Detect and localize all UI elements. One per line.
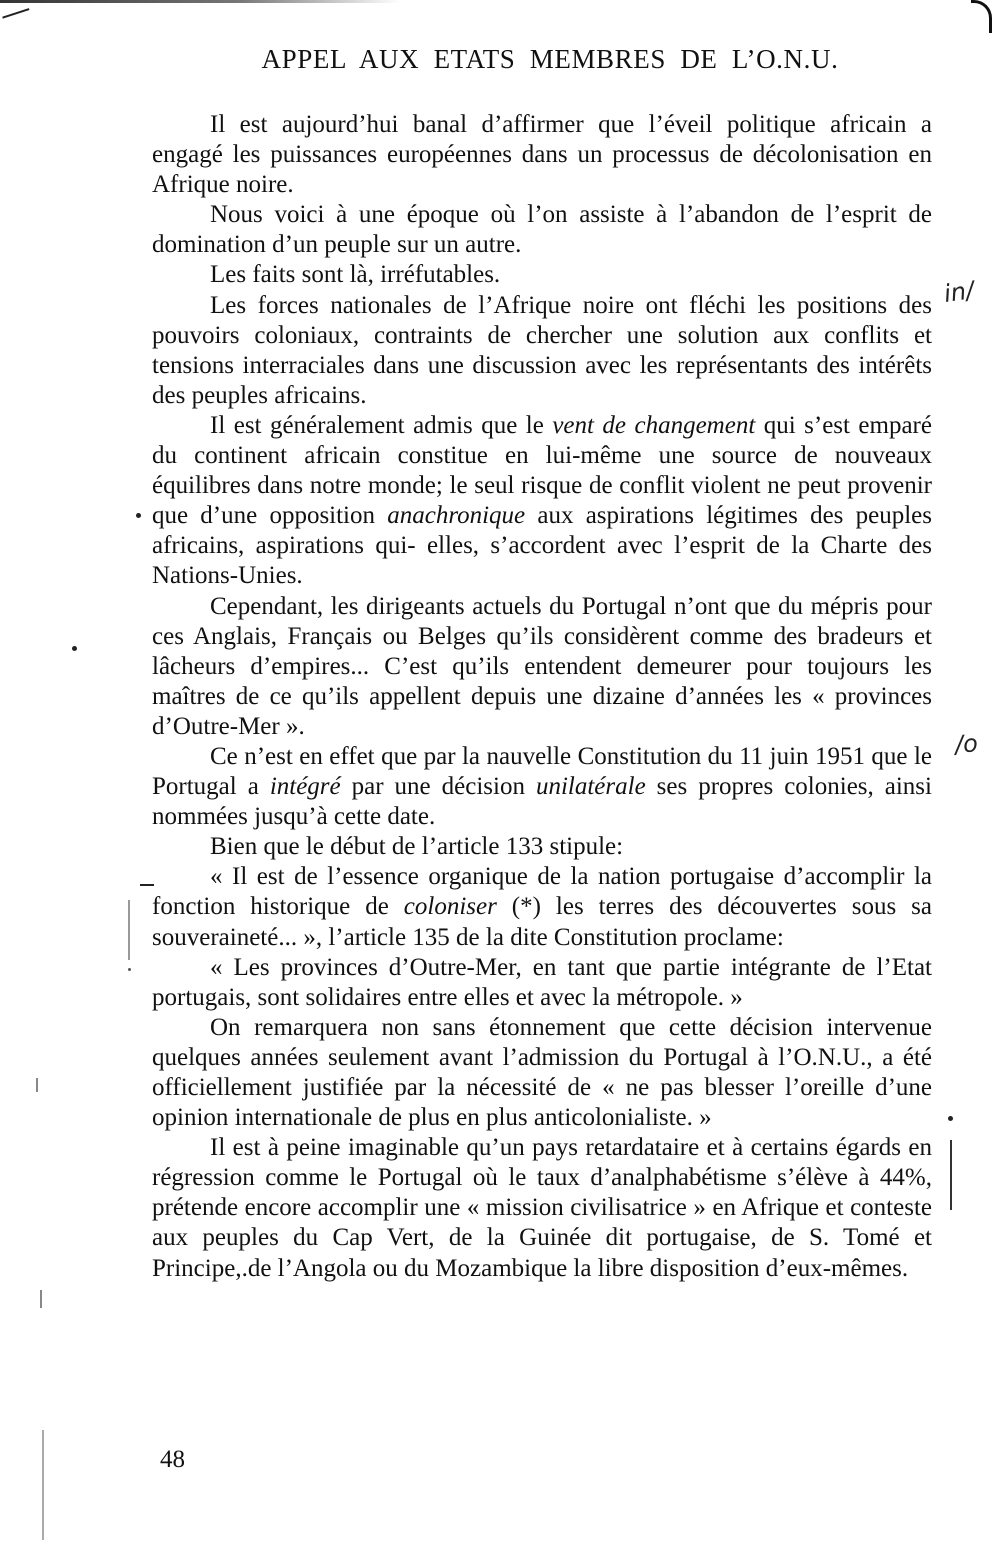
margin-annotation-handwritten: in/ [942,276,976,308]
paragraph-5-part-2: qui s’est emparé du continent africain constitue en lui-même une source de nouveaux équilibres dans notre monde; le seul risque de conflit violent ne peut provenir que d’une opposition [152,411,932,530]
paragraph-9-part-1: « Il est de l’essence organique de la nation portugaise d’accomplir la fonction historique de [152,863,932,921]
margin-bar-mark [950,1140,952,1210]
margin-bar-mark [128,900,130,960]
scan-edge-top [0,0,400,3]
margin-bar-mark [40,1290,42,1308]
paragraph-11: On remarquera non sans étonnement que cette décision intervenue quelques années seulement avant l’admission du Portugal à l’O.N.U., a été officiellement justifiée par la nécessité de « ne pas blesser l’oreille d’une opinion internationale de plus en plus anticolonialiste. » [152,1013,932,1132]
paragraph-7-part-3: ses propres colonies, ainsi nommées jusqu’à cette date. [152,773,932,831]
paragraph-6: Cependant, les dirigeants actuels du Portugal n’ont que du mépris pour ces Anglais, Français ou Belges qu’ils considèrent comme des bradeurs et lâcheurs d’empires... C’est qu’ils entendent demeurer pour toujours les maîtres de ce qu’ils appellent depuis une dizaine d’années les « provinces d’Outre-Mer ». [152,592,932,740]
margin-dot-mark [948,1116,953,1121]
paragraph-4: Les forces nationales de l’Afrique noire ont fléchi les positions des pouvoirs coloniaux, contraints de chercher une solution aux conflits et tensions interraciales dans une discussion avec les représentants des intérêts des peuples africains. [152,291,932,409]
paragraph-12: Il est à peine imaginable qu’un pays retardataire et à certains égards en régression comme le Portugal où le taux d’analphabétisme s’élève à 44%, prétende encore accomplir une « mission civilisatrice » en Afrique et conteste aux peuples du Cap Vert, de la Guinée dit portugaise, de S. Tomé et Principe,.de l’Angola ou du Mozambique la libre disposition d’eux-mêmes. [152,1134,932,1282]
page-number: 48 [160,1446,185,1473]
page-corner-top-right [971,0,992,33]
margin-dash-mark [140,884,154,886]
running-head: APPEL AUX ETATS MEMBRES DE L’O.N.U. [261,44,839,74]
paragraph-5-part-3: aux aspirations légitimes des peuples africains, aspirations qui- elles, s’accordent avec l’esprit de la Charte des Nations-Unies. [152,502,932,590]
scan-edge-left-strip [42,1430,44,1540]
margin-bar-mark [36,1078,38,1092]
paragraph-9 [152,862,932,952]
paragraph-5-italic-2: anachronique [387,502,526,530]
paragraph-7-part-1: Ce n’est en effet que par la nauvelle Constitution du 11 juin 1951 que le Portugal a [152,742,932,801]
paragraph-5-part-1: Il est généralement admis que le [210,411,553,439]
paragraph-9-italic-1: coloniser [403,893,497,921]
scan-speck [128,968,131,971]
paragraph-5 [152,411,932,592]
margin-annotation-handwritten-2: /o [954,729,979,759]
paragraph-10: « Les provinces d’Outre-Mer, en tant que partie intégrante de l’Etat portugais, sont solidaires entre elles et avec la métropole. » [152,953,932,1011]
scan-mark-top-left [2,8,34,32]
paragraph-2: Nous voici à une époque où l’on assiste à l’abandon de l’esprit de domination d’un peuple sur un autre. [152,201,932,259]
paragraph-7-part-2: par une décision [340,773,536,801]
paragraph-3: Les faits sont là, irréfutables. [210,261,501,289]
paragraph-7 [152,742,932,832]
paragraph-7-italic-1: intégré [269,773,341,801]
margin-dot-mark [72,646,77,651]
paragraph-7-italic-2: unilatérale [535,773,646,801]
paragraph-5-italic-1: vent de changement [552,411,756,439]
paragraph-1: Il est aujourd’hui banal d’affirmer que l’éveil politique africain a engagé les puissances européennes dans un processus de décolonisation en Afrique noire. [152,111,932,199]
paragraph-8: Bien que le début de l’article 133 stipule: [210,833,624,861]
paragraph-9-part-2: (*) les terres des découvertes sous sa souveraineté... », l’article 135 de la dite Constitution proclame: [152,893,932,951]
body-text [152,110,932,1284]
margin-dot-mark [136,513,141,518]
